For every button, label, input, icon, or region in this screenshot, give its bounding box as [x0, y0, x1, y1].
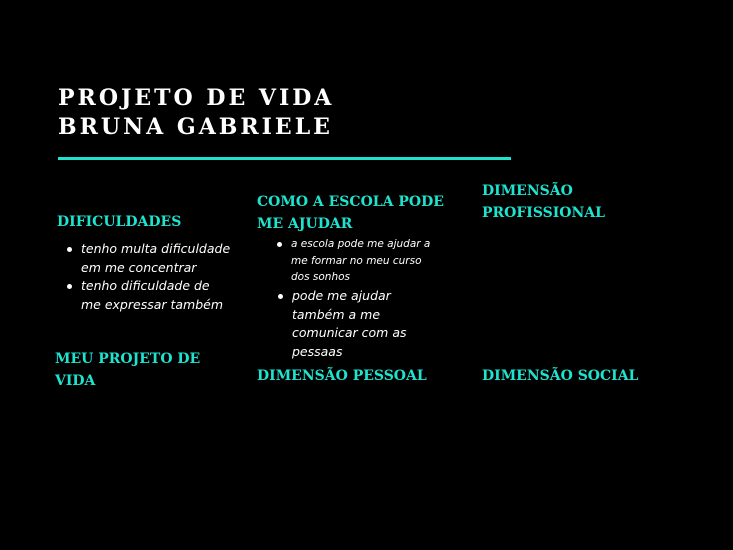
title-divider	[58, 157, 511, 160]
heading-dimensao-social-text: DIMENSÃO SOCIAL	[482, 368, 639, 384]
list-item-line: dos sonhos	[291, 271, 350, 283]
heading-meu-projeto	[55, 348, 200, 392]
heading-meu-projeto-line-1: MEU PROJETO DE	[55, 351, 201, 367]
heading-dimensao-social	[482, 365, 638, 387]
list-item-line: tenho dificuldade de	[81, 278, 210, 293]
list-item-line: em me concentrar	[81, 259, 197, 275]
heading-dificuldades	[57, 211, 181, 233]
heading-como-escola	[257, 191, 444, 235]
como-escola-list	[277, 287, 407, 361]
list-item-line: a escola pode me ajudar a	[291, 238, 431, 250]
title-line-1: PROJETO DE VIDA	[58, 85, 335, 111]
list-item	[66, 240, 230, 277]
title-line-2: BRUNA GABRIELE	[58, 114, 333, 140]
heading-como-escola-line-1: COMO A ESCOLA PODE	[257, 194, 444, 210]
heading-dimensao-profissional-line-2: PROFISSIONAL	[482, 205, 606, 221]
list-item	[66, 277, 230, 314]
heading-como-escola-line-2: ME AJUDAR	[257, 216, 353, 232]
heading-dimensao-profissional	[482, 180, 605, 224]
list-item-line: tenho multa dificuldade	[81, 241, 231, 256]
heading-dificuldades-text: DIFICULDADES	[57, 214, 182, 230]
heading-dimensao-profissional-line-1: DIMENSÃO	[482, 183, 573, 199]
page-title	[58, 84, 334, 142]
list-item-line: pode me ajudar	[292, 288, 391, 303]
heading-meu-projeto-line-2: VIDA	[55, 373, 96, 389]
list-item	[276, 236, 430, 286]
list-item-line: me expressar também	[81, 296, 224, 312]
heading-dimensao-pessoal-text: DIMENSÃO PESSOAL	[257, 368, 427, 384]
list-item-line: comunicar com as	[292, 325, 407, 340]
list-item	[277, 287, 407, 361]
heading-dimensao-pessoal	[257, 365, 427, 387]
list-item-line: me formar no meu curso	[291, 254, 422, 267]
dificuldades-list	[66, 240, 230, 314]
list-item-line: também a me	[292, 306, 381, 322]
list-item-line: pessaas	[292, 343, 343, 359]
como-escola-list-small	[276, 236, 430, 286]
